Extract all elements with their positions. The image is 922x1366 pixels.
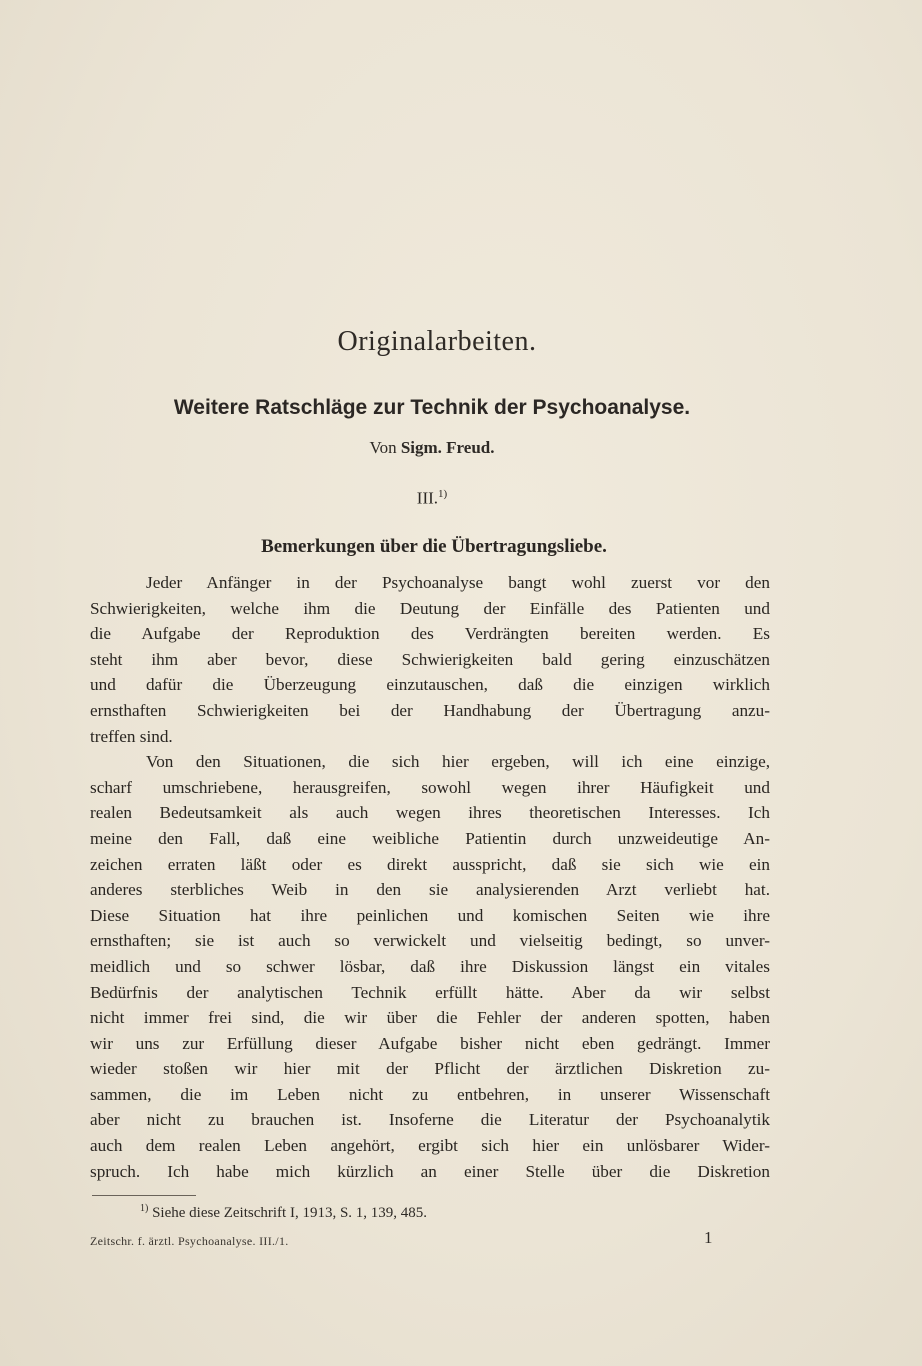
body-line: und dafür die Überzeugung einzutauschen, daß die einzigen wirklich xyxy=(90,675,770,695)
body-line: Von den Situationen, die sich hier ergeben, will ich eine einzige, xyxy=(146,752,770,772)
body-line: scharf umschriebene, herausgreifen, sowohl wegen ihrer Häufigkeit und xyxy=(90,777,770,797)
body-line: sammen, die im Leben nicht zu entbehren, in unserer Wissenschaft xyxy=(90,1084,770,1104)
body-line: meine den Fall, daß eine weibliche Patientin durch unzweideutige An- xyxy=(90,828,770,848)
byline-author: Sigm. Freud. xyxy=(400,438,495,457)
body-line: die Aufgabe der Reproduktion des Verdrängten bereiten werden. Es xyxy=(90,624,770,644)
body-line: realen Bedeutsamkeit als auch wegen ihres theoretischen Interesses. Ich xyxy=(90,803,770,823)
running-footer: Zeitschr. f. ärztl. Psychoanalyse. III./1. xyxy=(90,1234,289,1248)
body-line: spruch. Ich habe mich kürzlich an einer Stelle über die Diskretion xyxy=(90,1161,770,1181)
body-line: wieder stoßen wir hier mit der Pflicht der ärztlichen Diskretion zu- xyxy=(90,1059,770,1079)
body-line: anderes sterbliches Weib in den sie analysierenden Arzt verliebt hat. xyxy=(90,880,770,900)
footnote-marker: 1) xyxy=(140,1203,149,1214)
part-number xyxy=(0,488,864,509)
body-line: auch dem realen Leben angehört, ergibt sich hier ein unlösbarer Wider- xyxy=(90,1136,770,1156)
body-line: treffen sind. xyxy=(90,726,173,746)
body-line: Diese Situation hat ihre peinlichen und komischen Seiten wie ihre xyxy=(90,905,770,925)
body-text xyxy=(90,570,770,1184)
body-line: ernsthaften Schwierigkeiten bei der Handhabung der Übertragung anzu- xyxy=(90,700,770,720)
section-heading: Originalarbeiten. xyxy=(337,326,537,357)
part-footnote-ref: 1) xyxy=(438,488,448,500)
footnote-text: Siehe diese Zeitschrift I, 1913, S. 1, 139, 485. xyxy=(152,1205,428,1221)
body-line: ernsthaften; sie ist auch so verwickelt und vielseitig bedingt, so unver- xyxy=(90,931,770,951)
body-line: steht ihm aber bevor, diese Schwierigkeiten bald gering einzuschätzen xyxy=(90,649,770,669)
footnote-divider xyxy=(92,1195,196,1196)
page-number: 1 xyxy=(704,1228,713,1247)
body-line: meidlich und so schwer lösbar, daß ihre Diskussion längst ein vitales xyxy=(90,956,770,976)
body-line: Schwierigkeiten, welche ihm die Deutung der Einfälle des Patienten und xyxy=(90,598,770,618)
article-subtitle: Bemerkungen über die Übertragungsliebe. xyxy=(261,536,607,557)
body-line: aber nicht zu brauchen ist. Insoferne die Literatur der Psychoanalytik xyxy=(90,1110,770,1130)
byline xyxy=(0,438,864,458)
body-line: Jeder Anfänger in der Psychoanalyse bangt wohl zuerst vor den xyxy=(146,573,770,592)
article-title: Weitere Ratschläge zur Technik der Psychoanalyse. xyxy=(173,396,691,419)
body-line: nicht immer frei sind, die wir über die Fehler der anderen spotten, haben xyxy=(90,1008,770,1028)
byline-prefix: Von xyxy=(369,438,397,457)
body-line: Bedürfnis der analytischen Technik erfüllt hätte. Aber da wir selbst xyxy=(90,982,770,1002)
footnote xyxy=(140,1203,427,1222)
body-line: wir uns zur Erfüllung dieser Aufgabe bisher nicht eben gedrängt. Immer xyxy=(90,1033,770,1053)
part-numeral: III. xyxy=(416,488,439,508)
body-line: zeichen erraten läßt oder es direkt ausspricht, daß sie sich wie ein xyxy=(90,854,770,874)
